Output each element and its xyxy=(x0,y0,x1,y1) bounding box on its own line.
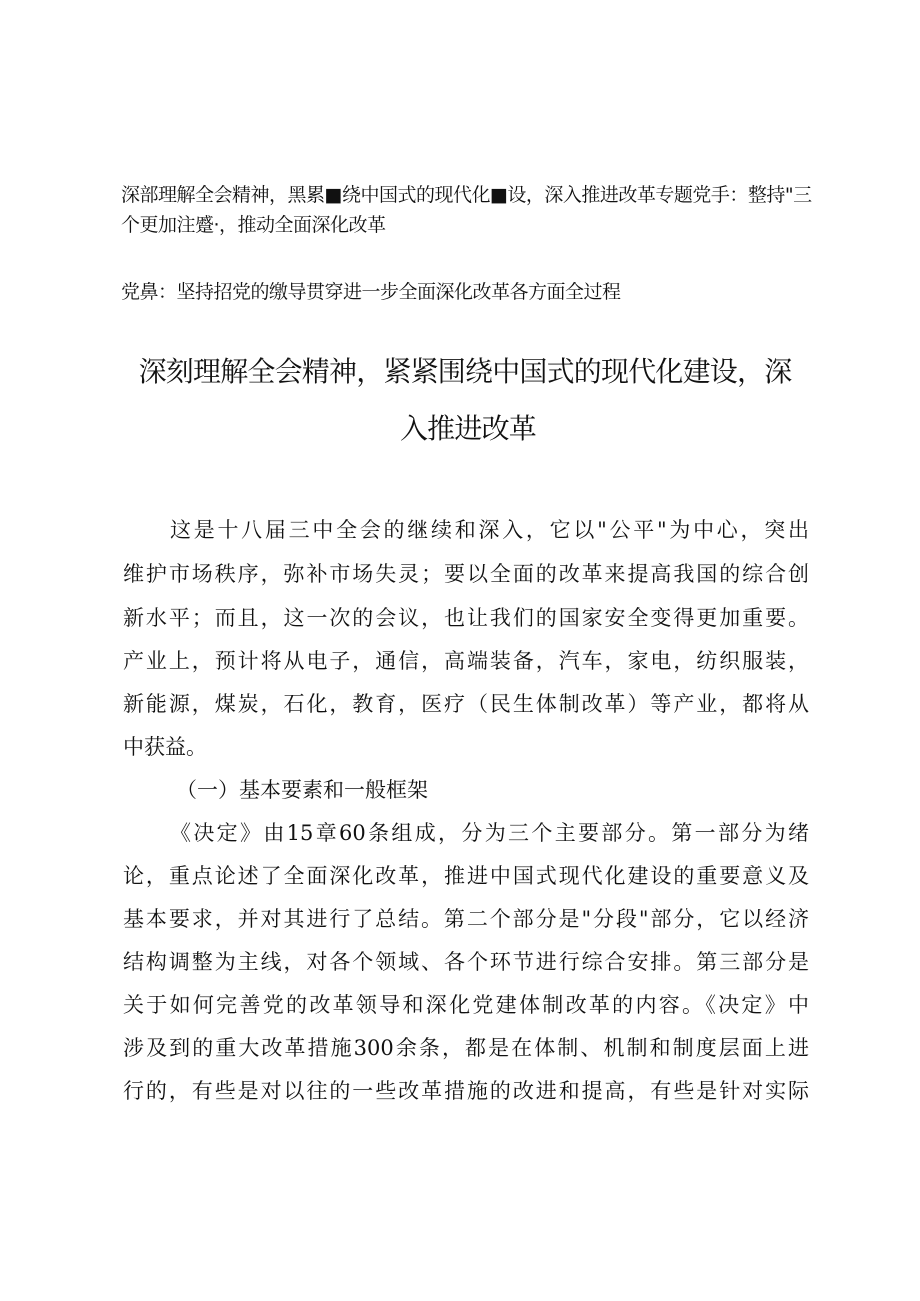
paragraph1-line: 产业上，预计将从电子，通信，高端装备，汽车，家电，纺织服装， xyxy=(123,649,809,673)
paragraph2-line: 行的，有些是对以往的一些改革措施的改进和提高，有些是针对实际 xyxy=(123,1079,809,1103)
paragraph2-line: 基本要求，并对其进行了总结。第二个部分是"分段"部分，它以经济 xyxy=(123,907,809,931)
paragraph1-line: 中获益。 xyxy=(123,735,207,759)
paragraph2-line: 论，重点论述了全面深化改革，推进中国式现代化建设的重要意义及 xyxy=(123,864,809,888)
section-heading: （一）基本要素和一般框架 xyxy=(176,778,428,802)
paragraph2-line: 关于如何完善党的改革领导和深化党建体制改革的内容。《决定》中 xyxy=(123,993,809,1017)
paragraph1-line: 新水平；而且，这一次的会议，也让我们的国家安全变得更加重要。 xyxy=(123,606,809,630)
header-line-2: 个更加注蹙·，推动全面深化改革 xyxy=(121,214,386,236)
paragraph2-line: 《决定》由15章60条组成，分为三个主要部分。第一部分为绪 xyxy=(170,821,809,845)
document-title-line-2: 入推进改革 xyxy=(399,412,536,445)
header-line-3: 党鼻：坚持招党的缴导贯穿进一步全面深化改革各方面全过程 xyxy=(121,281,621,303)
paragraph1-line: 维护市场秩序，弥补市场失灵；要以全面的改革来提高我国的综合创 xyxy=(123,562,809,586)
document-title-line-1: 深刻理解全会精神，紧紧围绕中国式的现代化建设，深 xyxy=(138,355,792,388)
header-line-1: 深部理解全会精神，黑累■绕中国式的现代化■设，深入推进改革专题党手：整持"三 xyxy=(121,184,812,206)
paragraph2-line: 结构调整为主线，对各个领域、各个环节进行综合安排。第三部分是 xyxy=(123,950,809,974)
paragraph2-line: 涉及到的重大改革措施300余条，都是在体制、机制和制度层面上进 xyxy=(123,1036,809,1060)
paragraph1-line: 新能源，煤炭，石化，教育，医疗（民生体制改革）等产业，都将从 xyxy=(123,692,809,716)
paragraph1-line: 这是十八届三中全会的继续和深入，它以"公平"为中心，突出 xyxy=(170,518,809,542)
